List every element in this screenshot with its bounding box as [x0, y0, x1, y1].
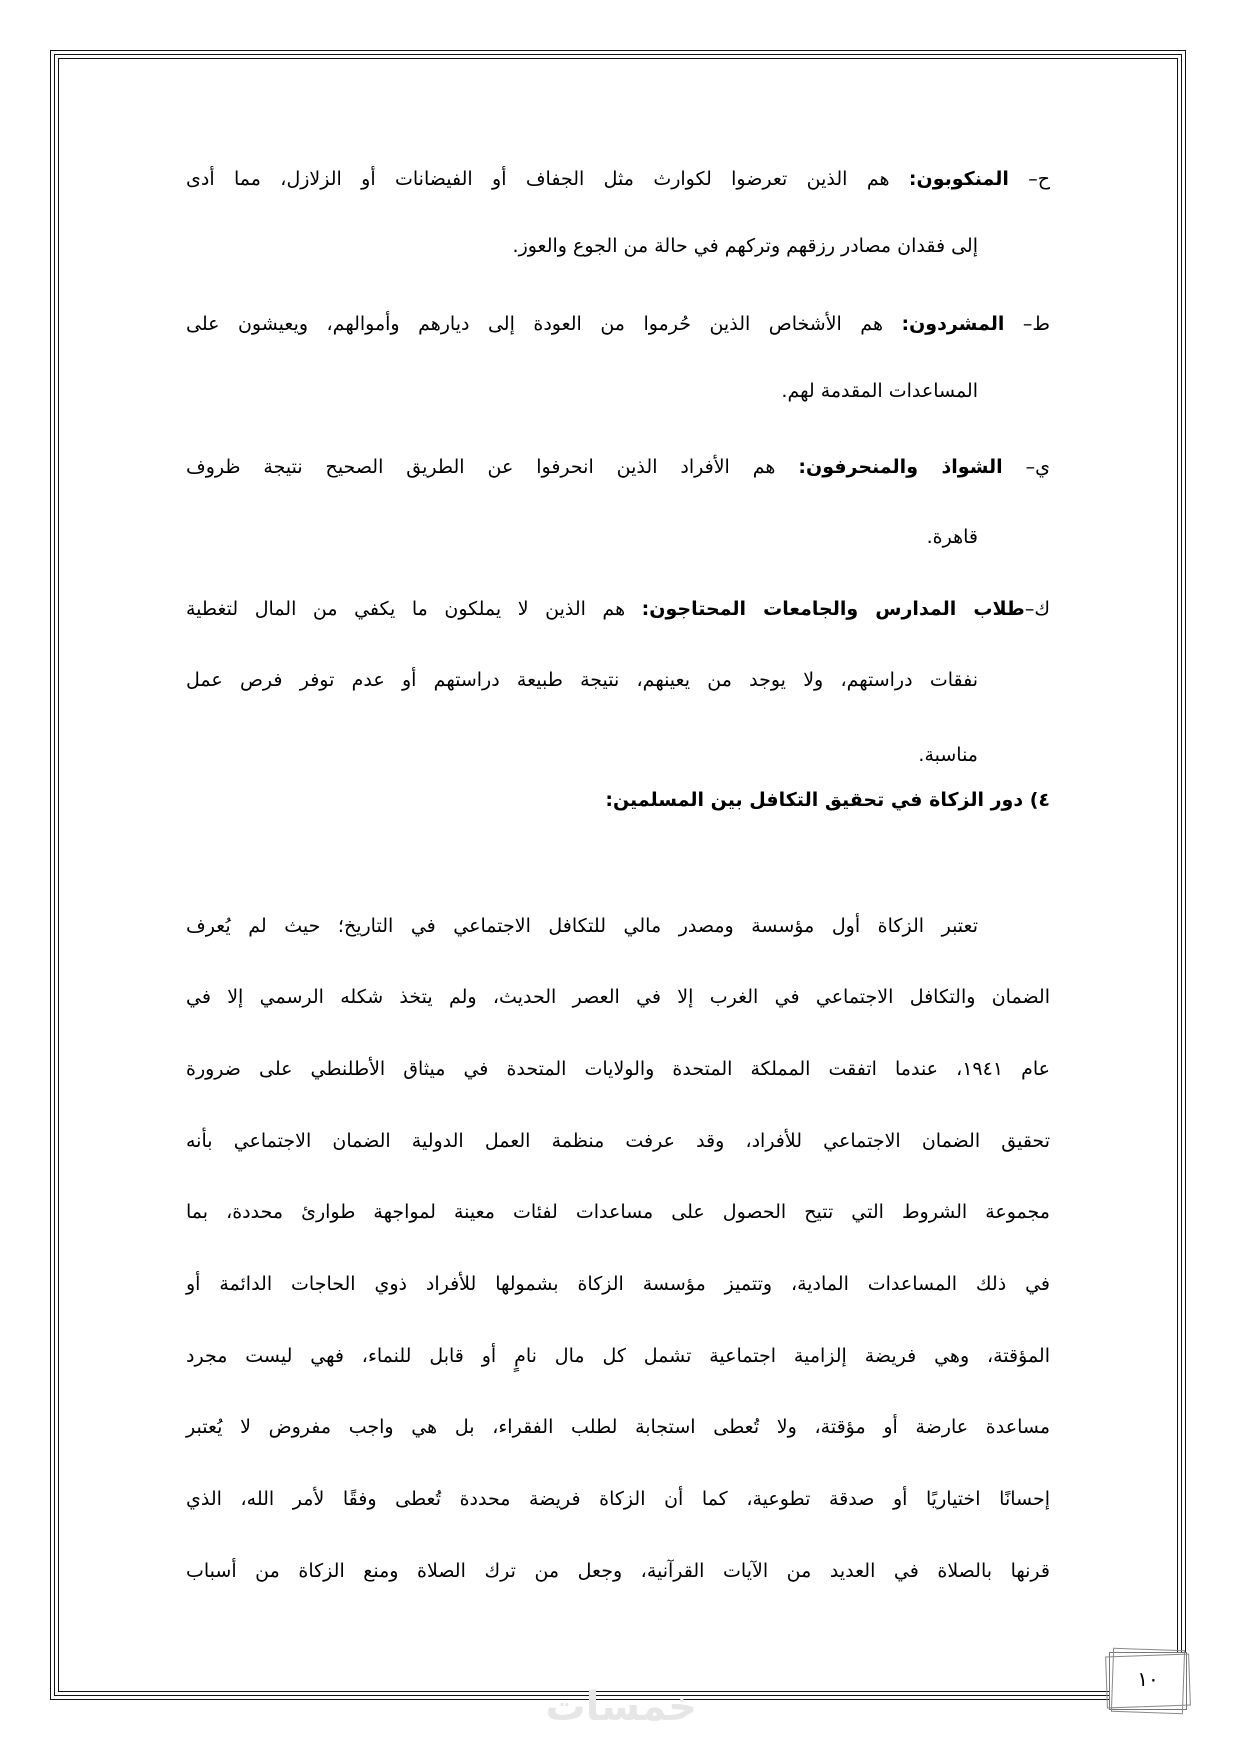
item-text: هم الذين لا يملكون ما يكفي من المال لتغطية — [186, 598, 626, 620]
item-text-continued: إلى فقدان مصادر رزقهم وتركهم في حالة من الجوع والعوز. — [512, 235, 978, 257]
paragraph-line: تعتبر الزكاة أول مؤسسة ومصدر مالي للتكافل الاجتماعي في التاريخ؛ حيث لم يُعرف — [186, 915, 978, 937]
page-border — [50, 50, 1186, 1700]
item-marker: ط– — [1022, 313, 1050, 335]
paragraph-line: الضمان والتكافل الاجتماعي في الغرب إلا في العصر الحديث، ولم يتخذ شكله الرسمي إلا في — [186, 986, 1050, 1008]
paragraph-line: عام ١٩٤١، عندما اتفقت المملكة المتحدة والولايات المتحدة في ميثاق الأطلنطي على ضرورة — [186, 1058, 1050, 1080]
item-marker: ح– — [1028, 168, 1050, 190]
item-marker: ي– — [1025, 456, 1050, 478]
item-label: الشواذ والمنحرفون: — [798, 456, 1003, 478]
page-number-box — [1109, 1652, 1187, 1710]
paragraph-line: المؤقتة، وهي فريضة إلزامية اجتماعية تشمل كل مال نامٍ أو قابل للنماء، فهي ليست مجرد — [186, 1345, 1050, 1367]
item-label: المشردون: — [901, 313, 1005, 335]
paragraph-line: مساعدة عارضة أو مؤقتة، ولا تُعطى استجابة لطلب الفقراء، بل هي واجب مفروض لا يُعتبر — [186, 1416, 1050, 1438]
item-text: هم الذين تعرضوا لكوارث مثل الجفاف أو الفيضانات أو الزلازل، مما أدى — [186, 168, 890, 190]
item-text-continued: المساعدات المقدمة لهم. — [781, 380, 978, 402]
item-text: هم الأشخاص الذين حُرموا من العودة إلى ديارهم وأموالهم، ويعيشون على — [186, 313, 883, 335]
list-item-deviants — [186, 452, 1050, 482]
item-label: المنكوبون: — [908, 168, 1009, 190]
item-text-continued: نفقات دراستهم، ولا يوجد من يعينهم، نتيجة طبيعة دراستهم أو عدم توفر فرص عمل — [186, 669, 978, 691]
paragraph-line: في ذلك المساعدات المادية، وتتميز مؤسسة الزكاة بشمولها للأفراد ذوي الحاجات الدائمة أو — [186, 1273, 1050, 1295]
item-marker: ك– — [1024, 598, 1051, 620]
item-text-continued: مناسبة. — [918, 744, 978, 766]
item-text-continued: قاهرة. — [926, 526, 978, 548]
list-item-afflicted — [186, 164, 1050, 194]
item-text: هم الأفراد الذين انحرفوا عن الطريق الصحيح نتيجة ظروف — [186, 456, 776, 478]
watermark-logo: خمسات — [545, 1684, 697, 1730]
page-number: ١٠ — [1137, 1667, 1159, 1691]
paragraph-line: مجموعة الشروط التي تتيح الحصول على مساعدات لفئات معينة لمواجهة طوارئ محددة، بما — [186, 1201, 1050, 1223]
list-item-needy-students — [186, 594, 1050, 624]
paragraph-line: تحقيق الضمان الاجتماعي للأفراد، وقد عرفت منظمة العمل الدولية الضمان الاجتماعي بأنه — [186, 1130, 1050, 1152]
paragraph-line: إحسانًا اختياريًا أو صدقة تطوعية، كما أن الزكاة فريضة محددة تُعطى وفقًا لأمر الله، الذي — [186, 1488, 1050, 1510]
section-heading: ٤) دور الزكاة في تحقيق التكافل بين المسلمين: — [605, 789, 1050, 811]
paragraph-line: قرنها بالصلاة في العديد من الآيات القرآنية، وجعل من ترك الصلاة ومنع الزكاة من أسباب — [186, 1560, 1050, 1582]
item-label: طلاب المدارس والجامعات المحتاجون: — [641, 598, 1025, 620]
list-item-displaced — [186, 309, 1050, 339]
